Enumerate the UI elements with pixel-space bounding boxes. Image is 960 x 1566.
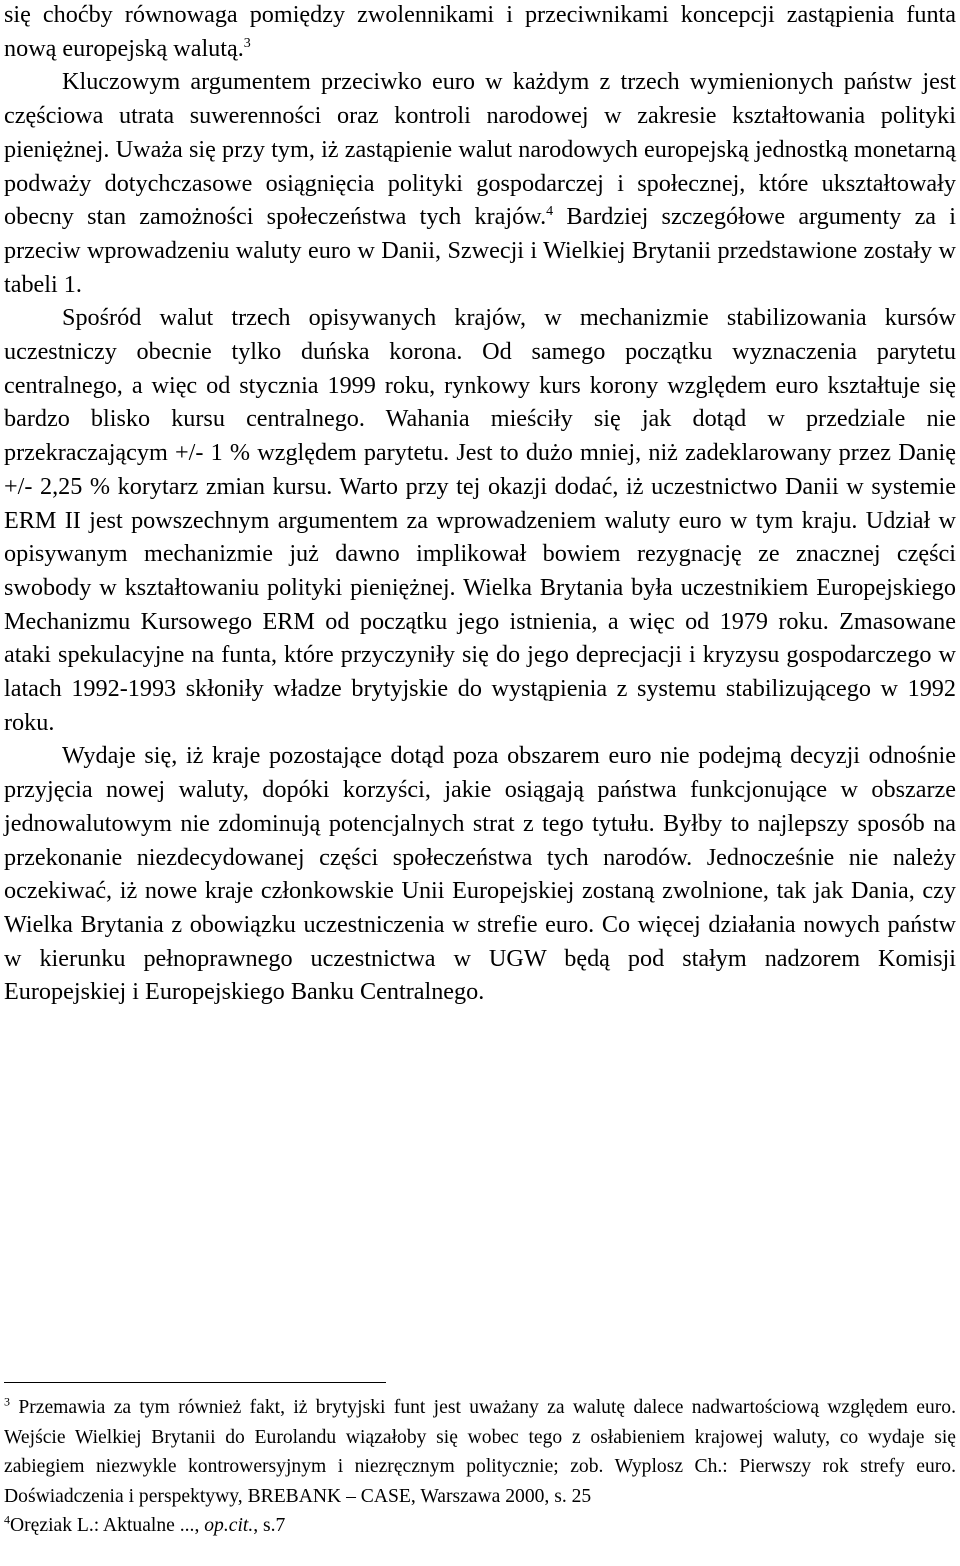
footnote-separator xyxy=(4,1382,386,1383)
footnote-4 xyxy=(4,1511,956,1541)
footnote-text: Oręziak L.: Aktualne ..., xyxy=(10,1515,205,1537)
footnotes xyxy=(4,1393,956,1541)
footnote-ref-3[interactable]: 3 xyxy=(243,35,251,51)
footnote-text: Przemawia za tym również fakt, iż brytyjski funt jest uważany za walutę dalece nadwartościową względem euro. Wejście Wielkiej Brytanii do Eurolandu wiązałoby się wobec tego z osłabieniem krajowej waluty, co wydaje się zabiegiem niezwykle kontrowersyjnym i niezręcznym politycznie; zob. Wyplosz Ch.: Pierwszy rok strefy euro. Doświadczenia i perspektywy, BREBANK – CASE, Warszawa 2000, s. 25 xyxy=(4,1397,956,1507)
paragraph-arguments xyxy=(4,65,956,301)
paragraph-text: Kluczowym argumentem przeciwko euro w każdym z trzech wymienionych państw jest częściowa utrata suwerenności oraz kontroli narodowej w zakresie kształtowania polityki pieniężnej. Uważa się przy tym, iż zastąpienie walut narodowych europejską jednostką monetarną podważy dotychczasowe osiągnięcia polityki gospodarczej i społecznej, które ukształtowały obecny stan zamożności społeczeństwa tych krajów. xyxy=(4,68,956,231)
footnote-ref-4[interactable]: 4 xyxy=(546,204,554,220)
footnote-italic-ref: op.cit. xyxy=(204,1515,254,1537)
paragraph-text-continued: Bardziej szczegółowe argumenty za i przeciw wprowadzeniu waluty euro w Danii, Szwecji i Wielkiej Brytanii przedstawione zostały w tabeli 1. xyxy=(4,203,956,298)
footnote-marker: 4 xyxy=(4,1512,10,1527)
footnote-3 xyxy=(4,1393,956,1511)
main-text xyxy=(4,0,956,1009)
footnote-text-end: , s.7 xyxy=(253,1515,286,1537)
paragraph-continuation xyxy=(4,0,956,65)
paragraph-conclusion: Wydaje się, iż kraje pozostające dotąd poza obszarem euro nie podejmą decyzji odnośnie przyjęcia nowej waluty, dopóki korzyści, jakie osiągają państwa funkcjonujące w obszarze jednowalutowym nie zdominują potencjalnych strat z tego tytułu. Byłby to najlepszy sposób na przekonanie niezdecydowanej części społeczeństwa tych narodów. Jednocześnie nie należy oczekiwać, iż nowe kraje członkowskie Unii Europejskiej zostaną zwolnione, tak jak Dania, czy Wielka Brytania z obowiązku uczestniczenia w strefie euro. Co więcej działania nowych państw w kierunku pełnoprawnego uczestnictwa w UGW będą pod stałym nadzorem Komisji Europejskiej i Europejskiego Banku Centralnego. xyxy=(4,742,956,1006)
paragraph-text: się choćby równowaga pomiędzy zwolennikami i przeciwnikami koncepcji zastąpienia funta nową europejską walutą. xyxy=(4,1,956,62)
document-page xyxy=(4,0,956,1009)
footnote-marker: 3 xyxy=(4,1394,10,1409)
paragraph-erm: Spośród walut trzech opisywanych krajów, w mechanizmie stabilizowania kursów uczestniczy obecnie tylko duńska korona. Od samego początku wyznaczenia parytetu centralnego, a więc od stycznia 1999 roku, rynkowy kurs korony względem euro kształtuje się bardzo blisko kursu centralnego. Wahania mieściły się jak dotąd w przedziale nie przekraczającym +/- 1 % względem parytetu. Jest to dużo mniej, niż zadeklarowany przez Danię +/- 2,25 % korytarz zmian kursu. Warto przy tej okazji dodać, iż uczestnictwo Danii w systemie ERM II jest powszechnym argumentem za wprowadzeniem waluty euro w tym kraju. Udział w opisywanym mechanizmie już dawno implikował bowiem rezygnację ze znacznej części swobody w kształtowaniu polityki pieniężnej. Wielka Brytania była uczestnikiem Europejskiego Mechanizmu Kursowego ERM od początku jego istnienia, a więc od 1979 roku. Zmasowane ataki spekulacyjne na funta, które przyczyniły się do jego deprecjacji i kryzysu gospodarczego w latach 1992-1993 skłoniły władze brytyjskie do wystąpienia z systemu stabilizującego w 1992 roku. xyxy=(4,304,956,736)
